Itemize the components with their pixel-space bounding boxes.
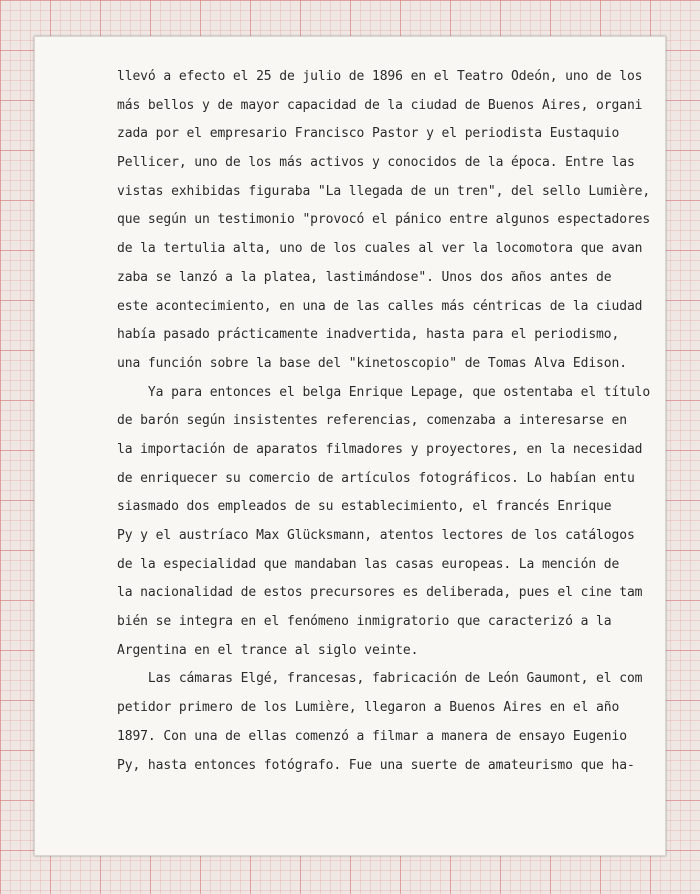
- text-line: siasmado dos empleados de su establecimiento, el francés Enrique: [117, 499, 612, 515]
- text-line: Pellicer, uno de los más activos y conocidos de la época. Entre las: [117, 155, 635, 171]
- text-line: Py y el austríaco Max Glücksmann, atentos lectores de los catálogos: [117, 528, 635, 543]
- text-line: de enriquecer su comercio de artículos fotográficos. Lo habían entu: [117, 470, 635, 486]
- text-line: de la especialidad que mandaban las casas europeas. La mención de: [117, 556, 620, 572]
- text-line: una función sobre la base del "kinetoscopio" de Tomas Alva Edison.: [117, 355, 627, 371]
- text-line: que según un testimonio "provocó el pánico entre algunos espectadores: [117, 212, 651, 228]
- typewritten-page: [34, 36, 666, 856]
- text-line: vistas exhibidas figuraba "La llegada de un tren", del sello Lumière,: [117, 183, 651, 199]
- text-line: la importación de aparatos filmadores y proyectores, en la necesidad: [117, 441, 643, 457]
- text-line: este acontecimiento, en una de las calles más céntricas de la ciudad: [117, 298, 643, 314]
- text-line: petidor primero de los Lumière, llegaron a Buenos Aires en el año: [117, 700, 620, 716]
- text-line: zada por el empresario Francisco Pastor y el periodista Eustaquio: [117, 126, 620, 142]
- text-line: bién se integra en el fenómeno inmigratorio que caracterizó a la: [117, 614, 612, 630]
- text-line: Las cámaras Elgé, francesas, fabricación de León Gaumont, el com: [117, 671, 643, 687]
- text-line: Argentina en el trance al siglo veinte.: [117, 642, 419, 658]
- text-line: había pasado prácticamente inadvertida, hasta para el periodismo,: [117, 327, 620, 343]
- text-line: Py, hasta entonces fotógrafo. Fue una suerte de amateurismo que ha-: [117, 757, 635, 773]
- text-line: más bellos y de mayor capacidad de la ciudad de Buenos Aires, organi: [117, 97, 643, 113]
- text-line: zaba se lanzó a la platea, lastimándose". Unos dos años antes de: [117, 269, 612, 285]
- text-line: llevó a efecto el 25 de julio de 1896 en el Teatro Odeón, uno de los: [117, 69, 643, 84]
- text-line: de la tertulia alta, uno de los cuales al ver la locomotora que avan: [117, 241, 643, 257]
- text-line: Ya para entonces el belga Enrique Lepage, que ostentaba el título: [117, 384, 651, 400]
- text-line: la nacionalidad de estos precursores es deliberada, pues el cine tam: [117, 585, 643, 601]
- page-text: [117, 63, 657, 780]
- text-line: 1897. Con una de ellas comenzó a filmar a manera de ensayo Eugenio: [117, 728, 627, 744]
- text-line: de barón según insistentes referencias, comenzaba a interesarse en: [117, 413, 627, 429]
